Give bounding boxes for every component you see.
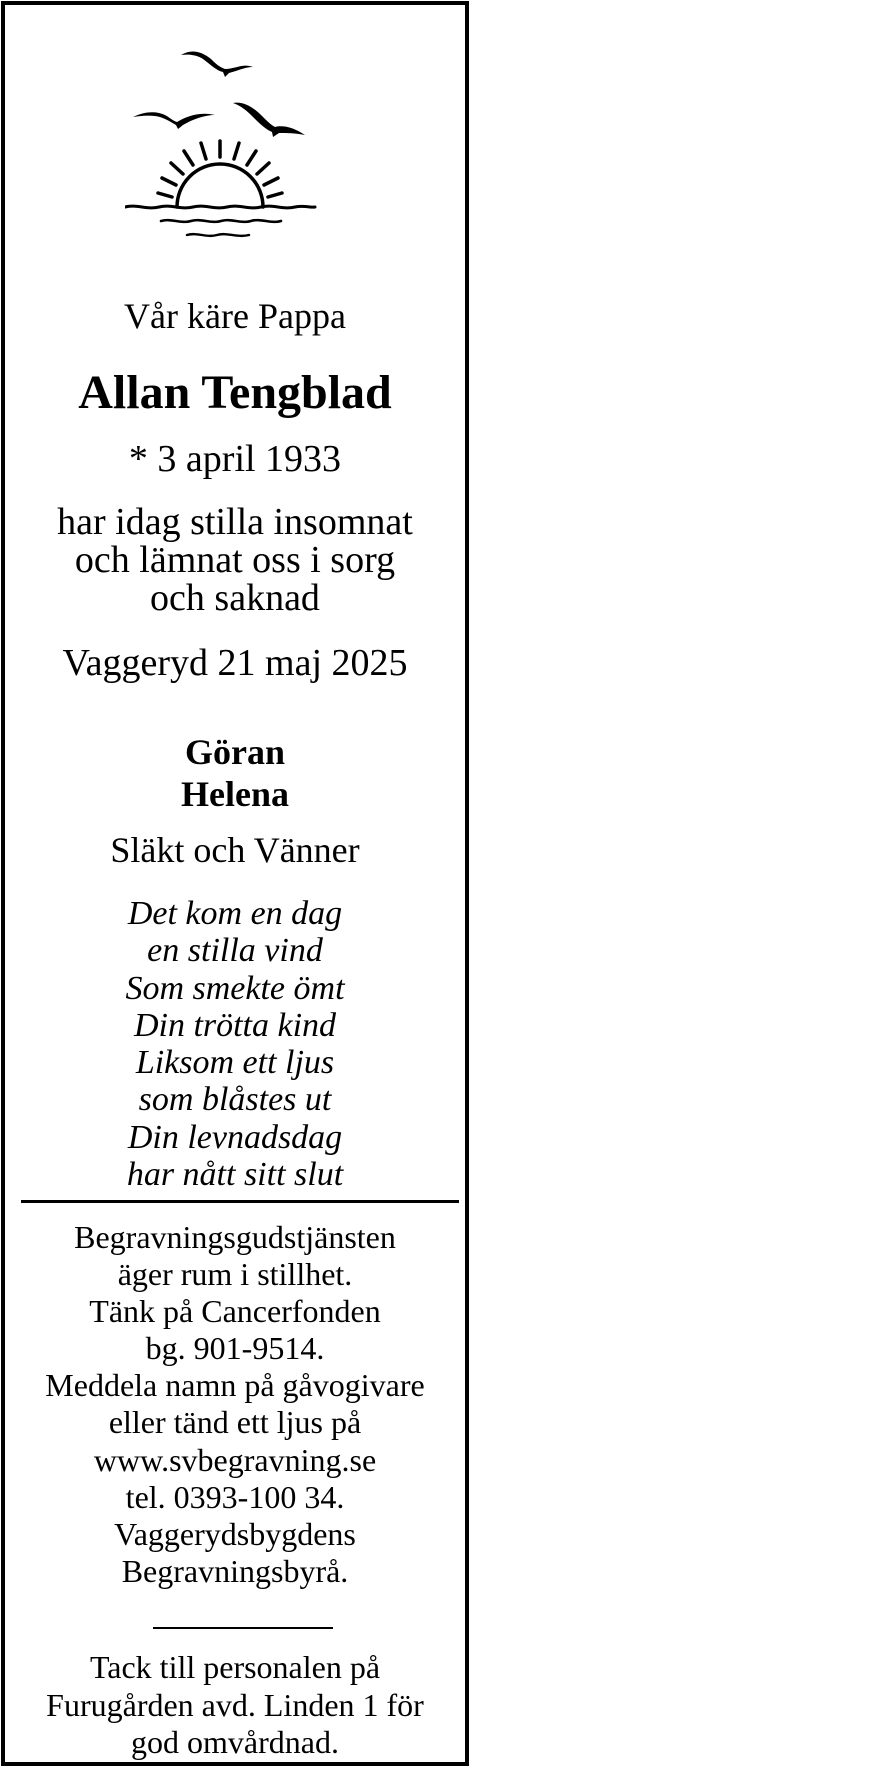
birth-date: * 3 april 1933	[128, 438, 342, 480]
deceased-name: Allan Tengblad	[78, 366, 392, 419]
birds-over-sunset-icon	[125, 45, 355, 265]
info-line: Begravningsgudstjänsten	[74, 1219, 396, 1255]
poem-line: en stilla vind	[147, 932, 323, 970]
memorial-poem	[5, 895, 465, 1193]
poem-line: Din trötta kind	[133, 1006, 337, 1044]
info-line: bg. 901-9514.	[145, 1330, 325, 1367]
info-line: Meddela namn på gåvogivare	[45, 1367, 425, 1404]
greeting: Vår käre Pappa	[124, 296, 346, 336]
short-divider	[153, 1627, 333, 1629]
poem-line: Som smekte ömt	[125, 969, 345, 1007]
message-line: har idag stilla insomnat	[57, 501, 413, 543]
thanks-message	[5, 1649, 465, 1762]
info-line: Begravningsbyrå.	[121, 1552, 349, 1589]
obituary-notice	[1, 1, 469, 1766]
place-and-date: Vaggeryd 21 maj 2025	[62, 642, 408, 684]
announcement-message	[5, 503, 465, 617]
info-line: Tänk på Cancerfonden	[89, 1293, 381, 1330]
thanks-line: god omvårdnad.	[131, 1724, 339, 1760]
message-line: och lämnat oss i sorg	[74, 539, 396, 581]
thanks-line: Furugården avd. Linden 1 för	[46, 1686, 424, 1723]
info-line: eller tänd ett ljus på	[108, 1404, 362, 1441]
message-line: och saknad	[150, 577, 320, 619]
funeral-information	[5, 1219, 465, 1590]
section-divider	[21, 1200, 459, 1203]
poem-line: Din levnadsdag	[127, 1118, 343, 1156]
poem-line: Det kom en dag	[127, 895, 343, 932]
signer-name: Göran	[184, 732, 285, 772]
poem-line: har nått sitt slut	[126, 1156, 344, 1194]
poem-line: Liksom ett ljus	[135, 1044, 335, 1082]
poem-line: som blåstes ut	[138, 1081, 332, 1119]
relatives-line: Släkt och Vänner	[110, 830, 360, 870]
info-line: www.svbegravning.se	[93, 1441, 377, 1478]
info-line: Vaggerydsbygdens	[114, 1515, 356, 1552]
info-line: äger rum i stillhet.	[117, 1256, 353, 1293]
signers	[5, 731, 465, 815]
signer-name: Helena	[181, 774, 289, 814]
thanks-line: Tack till personalen på	[89, 1649, 381, 1685]
info-line: tel. 0393-100 34.	[125, 1478, 345, 1515]
